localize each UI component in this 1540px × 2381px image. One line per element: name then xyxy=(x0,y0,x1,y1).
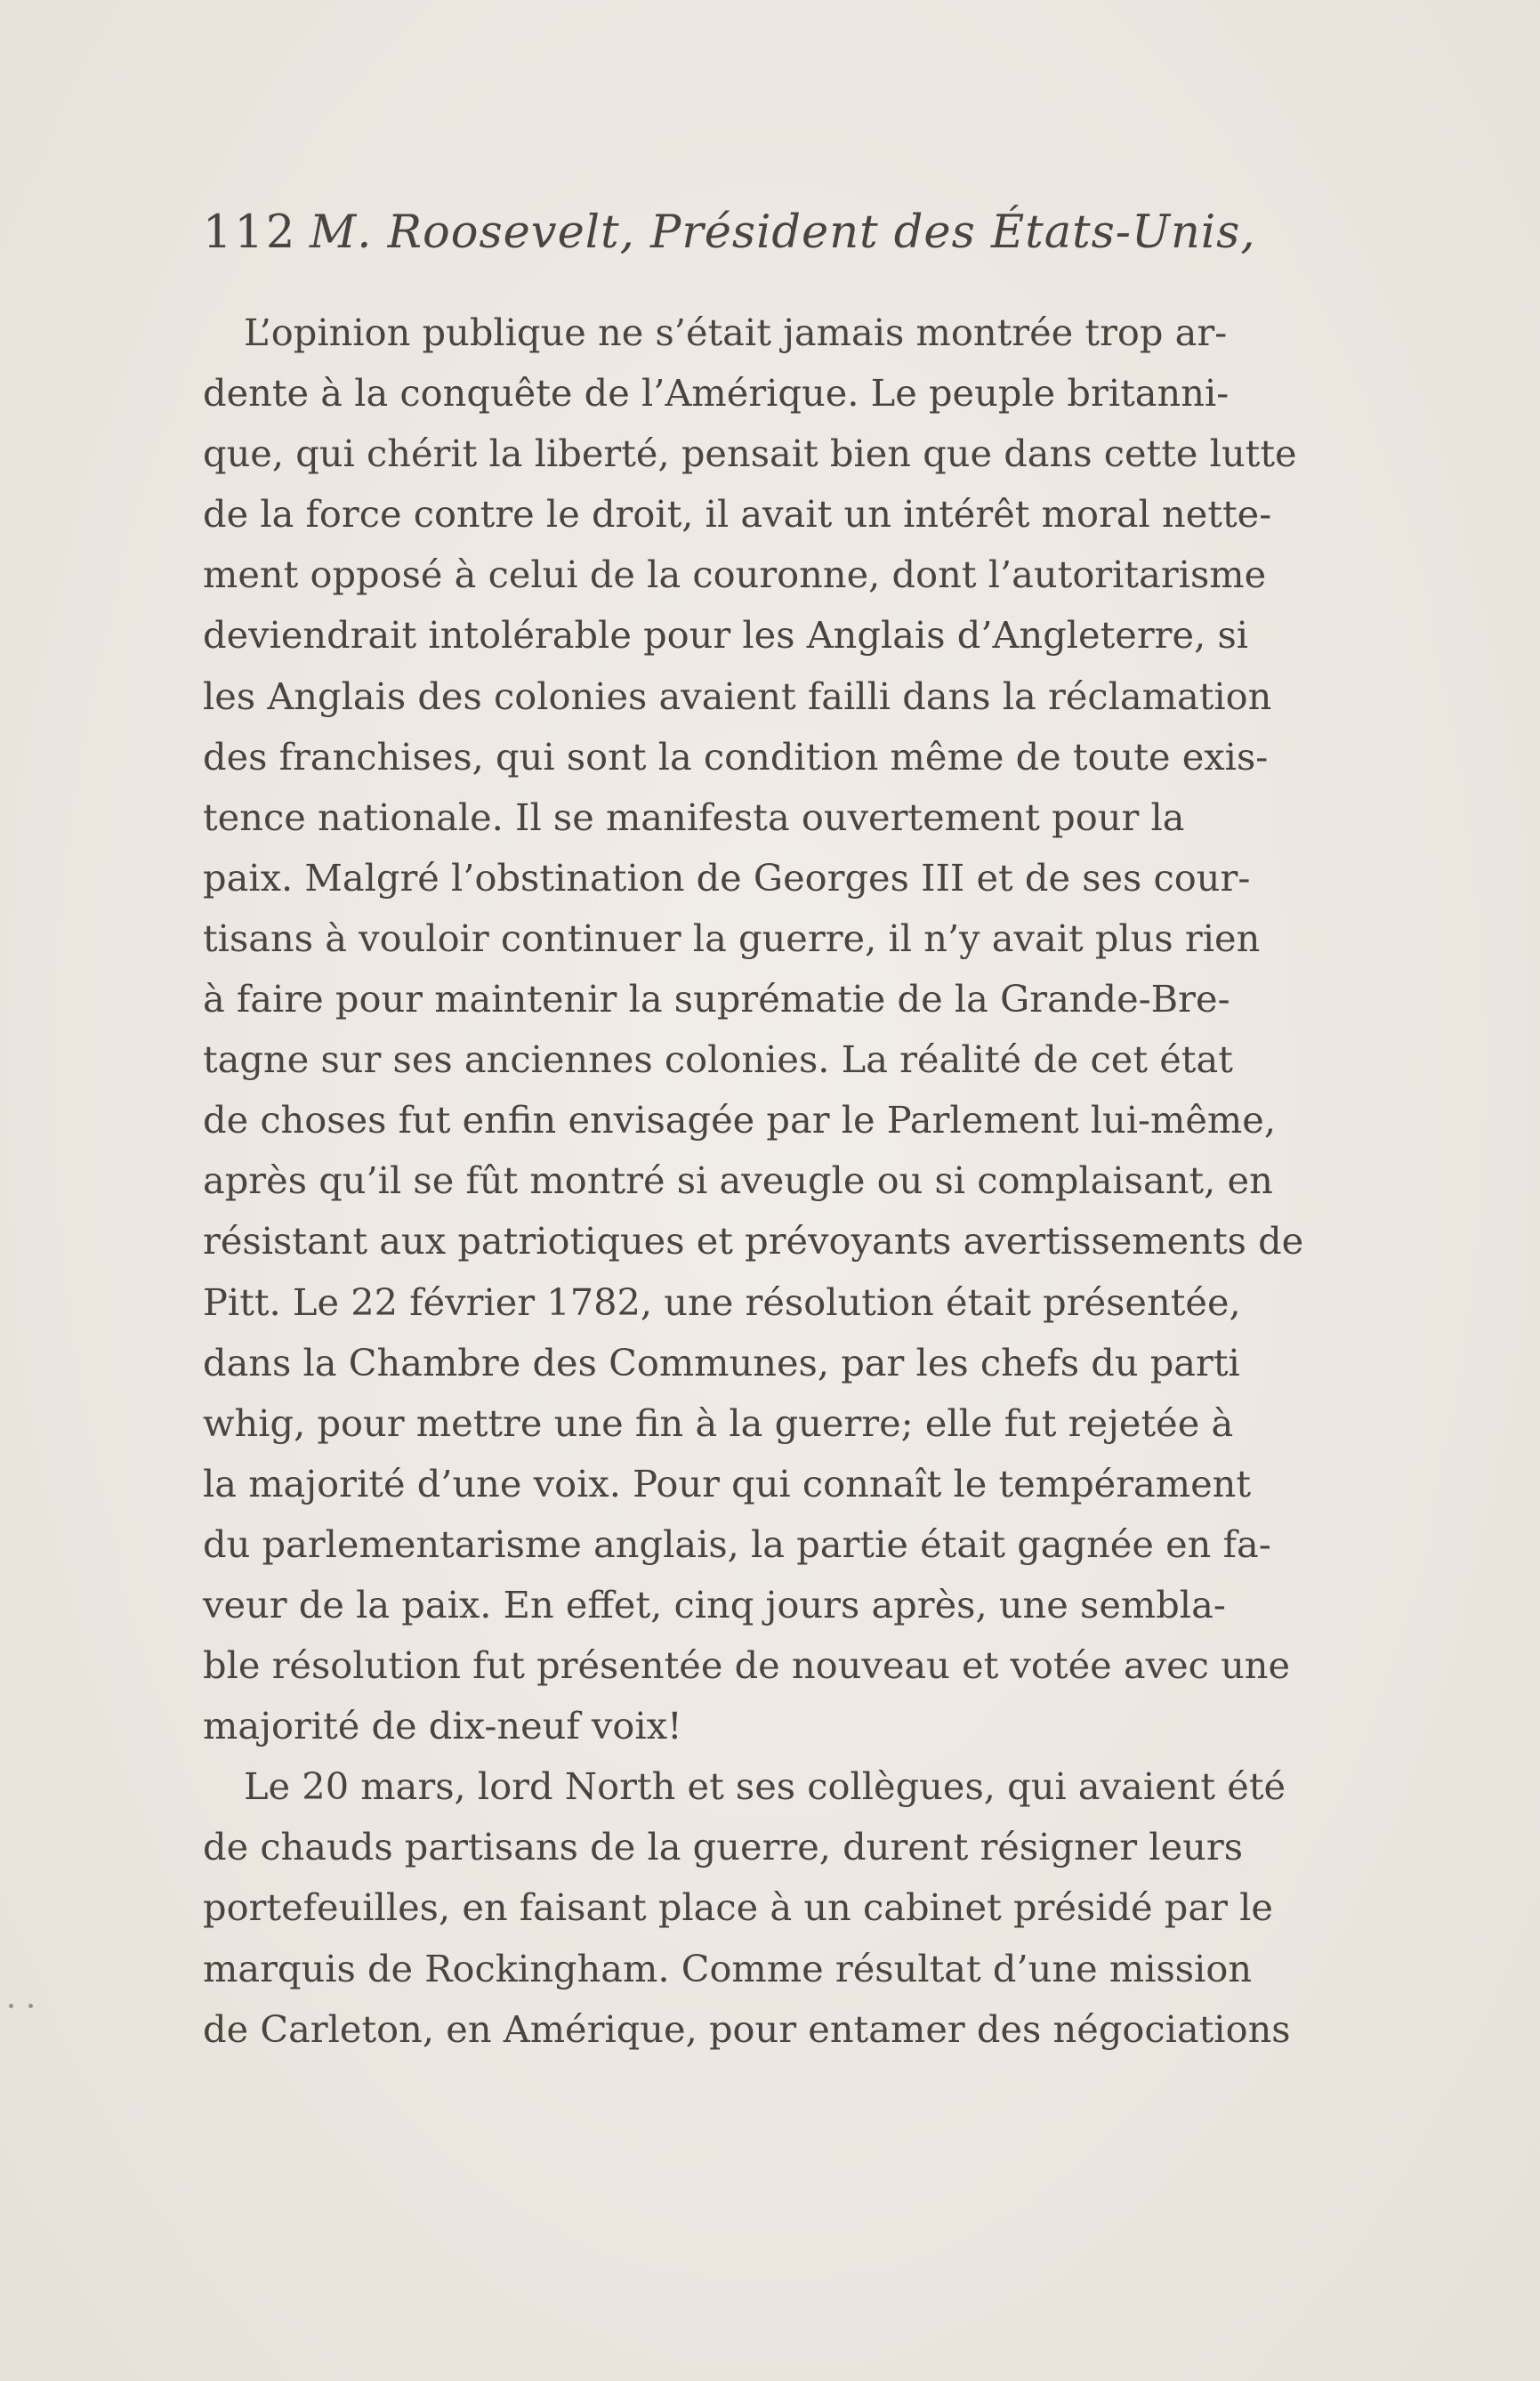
text-line: de chauds partisans de la guerre, durent résigner leurs xyxy=(203,1825,1243,1869)
text-line: L’opinion publique ne s’était jamais montrée trop ar- xyxy=(244,311,1228,354)
text-line: ment opposé à celui de la couronne, dont l’autoritarisme xyxy=(203,553,1267,597)
text-line: les Anglais des colonies avaient failli dans la réclamation xyxy=(203,674,1272,718)
text-line: dans la Chambre des Communes, par les chefs du parti xyxy=(203,1340,1240,1384)
text-line: ble résolution fut présentée de nouveau et votée avec une xyxy=(203,1643,1291,1688)
text-line: portefeuilles, en faisant place à un cabinet présidé par le xyxy=(203,1885,1273,1930)
text-line: Le 20 mars, lord North et ses collègues, qui avaient été xyxy=(244,1764,1286,1809)
text-line: tisans à vouloir continuer la guerre, il n’y avait plus rien xyxy=(203,916,1261,960)
page-header xyxy=(203,198,1256,269)
text-line: de choses fut enfin envisagée par le Parlement lui-même, xyxy=(203,1098,1277,1142)
text-line: tence nationale. Il se manifesta ouvertement pour la xyxy=(203,795,1185,839)
text-line: de Carleton, en Amérique, pour entamer des négociations xyxy=(203,2006,1291,2051)
text-line: paix. Malgré l’obstination de Georges III et de ses cour- xyxy=(203,855,1251,900)
text-line: que, qui chérit la liberté, pensait bien que dans cette lutte xyxy=(203,432,1297,476)
text-line: deviendrait intolérable pour les Anglais d’Angleterre, si xyxy=(203,613,1249,658)
text-line: à faire pour maintenir la suprématie de la Grande-Bre- xyxy=(203,977,1230,1021)
margin-speck xyxy=(9,2004,36,2011)
text-line: majorité de dix-neuf voix! xyxy=(203,1704,682,1748)
text-line: tagne sur ses anciennes colonies. La réalité de cet état xyxy=(203,1037,1233,1082)
text-line: veur de la paix. En effet, cinq jours après, une sembla- xyxy=(203,1582,1226,1626)
text-line: dente à la conquête de l’Amérique. Le peuple britanni- xyxy=(203,371,1230,416)
text-line: la majorité d’une voix. Pour qui connaît le tempérament xyxy=(203,1461,1252,1505)
speck-dot xyxy=(28,2004,33,2008)
text-line: whig, pour mettre une fin à la guerre; elle fut rejetée à xyxy=(203,1400,1234,1445)
text-line: des franchises, qui sont la condition même de toute exis- xyxy=(203,734,1269,779)
text-line: après qu’il se fût montré si aveugle ou si complaisant, en xyxy=(203,1158,1273,1203)
running-title: M. Roosevelt, Président des États-Unis, xyxy=(310,206,1256,259)
text-line: résistant aux patriotiques et prévoyants avertissements de xyxy=(203,1219,1304,1263)
text-line: Pitt. Le 22 février 1782, une résolution était présentée, xyxy=(203,1279,1241,1324)
speck-dot xyxy=(9,2004,13,2008)
page-number: 112 xyxy=(203,206,298,259)
body-text xyxy=(203,303,1304,2060)
text-line: marquis de Rockingham. Comme résultat d’une mission xyxy=(203,1946,1253,1990)
text-line: de la force contre le droit, il avait un intérêt moral nette- xyxy=(203,492,1272,537)
text-line: du parlementarisme anglais, la partie était gagnée en fa- xyxy=(203,1521,1271,1566)
